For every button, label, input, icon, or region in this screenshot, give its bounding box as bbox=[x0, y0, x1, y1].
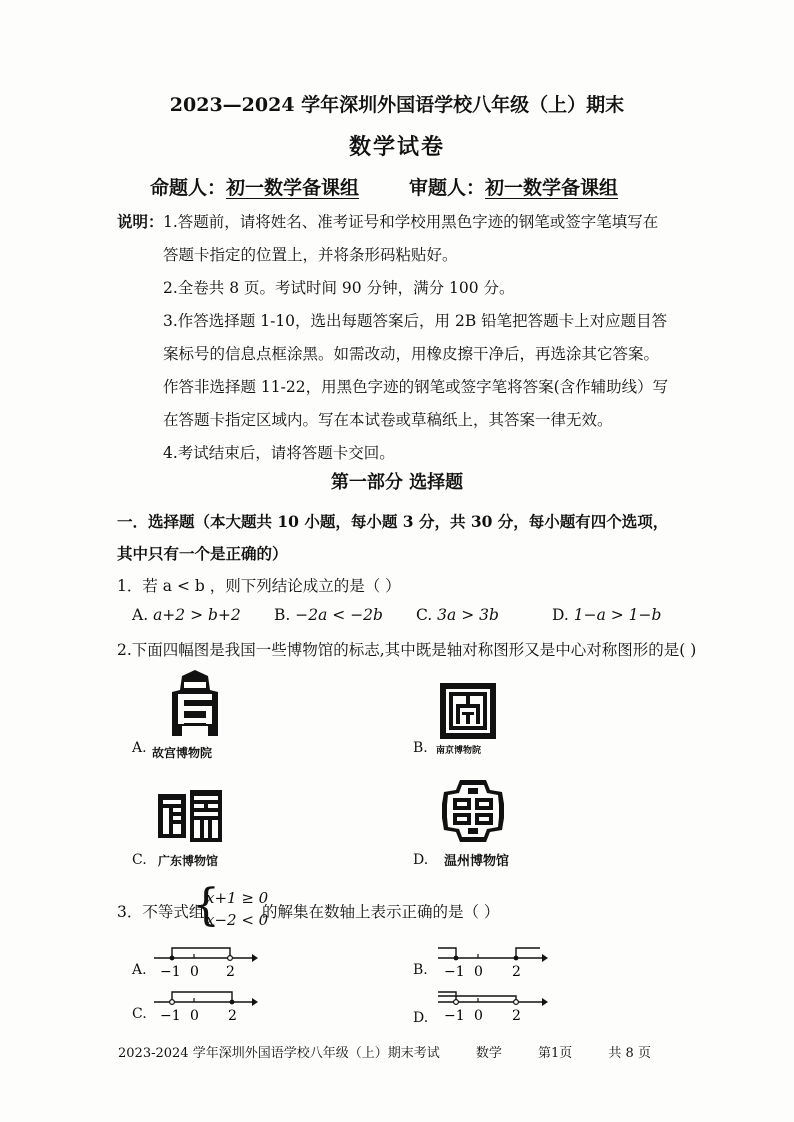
instruction-line: 4.考试结束后，请将答题卡交回。 bbox=[163, 444, 395, 462]
footer-subject: 数学 bbox=[475, 1046, 502, 1061]
q3-option-a-numberline[interactable] bbox=[148, 940, 258, 982]
q3-option-c-label[interactable]: C. bbox=[132, 1006, 147, 1022]
q1-stem: 1．若 a < b ，则下列结论成立的是（ ） bbox=[117, 577, 401, 595]
q2-option-d-label[interactable]: D. bbox=[413, 852, 429, 868]
q3-stem-suffix: 的解集在数轴上表示正确的是（ ） bbox=[262, 903, 500, 921]
svg-text:2: 2 bbox=[512, 1008, 521, 1024]
instruction-line: 3.作答选择题 1-10，选出每题答案后，用 2B 铅笔把答题卡上对应题目答 bbox=[163, 312, 668, 330]
q3-system bbox=[206, 887, 268, 931]
author-name: 初一数学备课组 bbox=[226, 177, 360, 199]
svg-text:−1: −1 bbox=[444, 964, 465, 980]
reviewer-name: 初一数学备课组 bbox=[485, 177, 619, 199]
q3-option-c-numberline[interactable] bbox=[148, 984, 258, 1026]
palace-museum-logo-icon bbox=[160, 668, 230, 738]
q1-option-b[interactable]: B. −2a < −2b bbox=[274, 606, 383, 624]
author-label: 命题人： bbox=[150, 177, 227, 199]
svg-text:0: 0 bbox=[474, 964, 483, 980]
svg-text:2: 2 bbox=[228, 1008, 237, 1024]
q2-option-a-caption: 故宫博物院 bbox=[152, 746, 213, 760]
instruction-line: 2.全卷共 8 页。考试时间 90 分钟，满分 100 分。 bbox=[163, 279, 515, 297]
svg-text:−1: −1 bbox=[160, 964, 181, 980]
q3-option-d-numberline[interactable] bbox=[432, 984, 550, 1026]
section-intro-cont: 其中只有一个是正确的） bbox=[117, 544, 288, 563]
q1-option-c[interactable]: C. 3a > 3b bbox=[416, 606, 499, 624]
svg-text:0: 0 bbox=[474, 1008, 483, 1024]
svg-text:2: 2 bbox=[226, 964, 235, 980]
q2-option-b-caption: 南京博物院 bbox=[436, 746, 482, 756]
q3-option-d-label[interactable]: D. bbox=[413, 1010, 429, 1026]
svg-text:0: 0 bbox=[190, 1008, 199, 1024]
q2-option-c-caption: 广东博物馆 bbox=[158, 854, 219, 868]
svg-text:0: 0 bbox=[190, 964, 199, 980]
exam-subtitle: 数学试卷 bbox=[348, 134, 445, 160]
reviewer-label: 审题人： bbox=[409, 177, 486, 199]
guangdong-museum-logo-icon bbox=[158, 790, 222, 842]
nanjing-museum-logo-icon bbox=[440, 683, 496, 739]
footer-exam: 2023-2024 学年深圳外国语学校八年级（上）期末考试 bbox=[118, 1046, 440, 1061]
q3-option-b-numberline[interactable] bbox=[432, 940, 550, 982]
instruction-line: 1.答题前，请将姓名、准考证号和学校用黑色字迹的钢笔或签字笔填写在 bbox=[163, 213, 659, 231]
instruction-line: 答题卡指定的位置上，并将条形码粘贴好。 bbox=[163, 246, 458, 264]
svg-text:−1: −1 bbox=[444, 1008, 465, 1024]
svg-text:−1: −1 bbox=[160, 1008, 181, 1024]
q1-option-d[interactable]: D. 1−a > 1−b bbox=[552, 606, 662, 624]
instruction-line: 在答题卡指定区域内。写在本试卷或草稿纸上，其答案一律无效。 bbox=[163, 411, 613, 429]
q3-option-b-label[interactable]: B. bbox=[413, 962, 428, 978]
q3-eq1: x+1 ≥ 0 bbox=[206, 889, 269, 907]
q2-option-b-label[interactable]: B. bbox=[413, 740, 428, 756]
page-footer bbox=[118, 1042, 683, 1061]
footer-page: 第1页 bbox=[538, 1046, 573, 1061]
brace-icon: { bbox=[192, 880, 220, 931]
section-title: 第一部分 选择题 bbox=[330, 472, 464, 493]
q3-stem-prefix: 3．不等式组 bbox=[117, 903, 205, 921]
q2-stem: 2.下面四幅图是我国一些博物馆的标志,其中既是轴对称图形又是中心对称图形的是( ) bbox=[117, 641, 697, 659]
q1-option-a[interactable]: A. a+2 > b+2 bbox=[132, 606, 241, 624]
section-intro: 一．选择题（本大题共 10 小题，每小题 3 分，共 30 分，每小题有四个选项， bbox=[117, 512, 669, 531]
q2-option-c-label[interactable]: C. bbox=[132, 852, 147, 868]
svg-text:2: 2 bbox=[512, 964, 521, 980]
exam-title: 2023—2024 学年深圳外国语学校八年级（上）期末 bbox=[169, 94, 625, 116]
q2-option-d-caption: 温州博物馆 bbox=[444, 854, 510, 869]
q3-option-a-label[interactable]: A. bbox=[132, 962, 147, 978]
instruction-line: 作答非选择题 11-22，用黑色字迹的钢笔或签字笔将答案(含作辅助线）写 bbox=[163, 378, 669, 396]
q3-eq2: x−2 < 0 bbox=[206, 911, 269, 929]
instructions-label: 说明： bbox=[117, 212, 164, 231]
instruction-line: 案标号的信息点框涂黑。如需改动，用橡皮擦干净后，再选涂其它答案。 bbox=[163, 345, 660, 363]
q2-option-a-label[interactable]: A. bbox=[132, 740, 147, 756]
wenzhou-museum-logo-icon bbox=[440, 778, 506, 844]
footer-total: 共 8 页 bbox=[608, 1046, 651, 1061]
authors-line bbox=[150, 173, 618, 200]
